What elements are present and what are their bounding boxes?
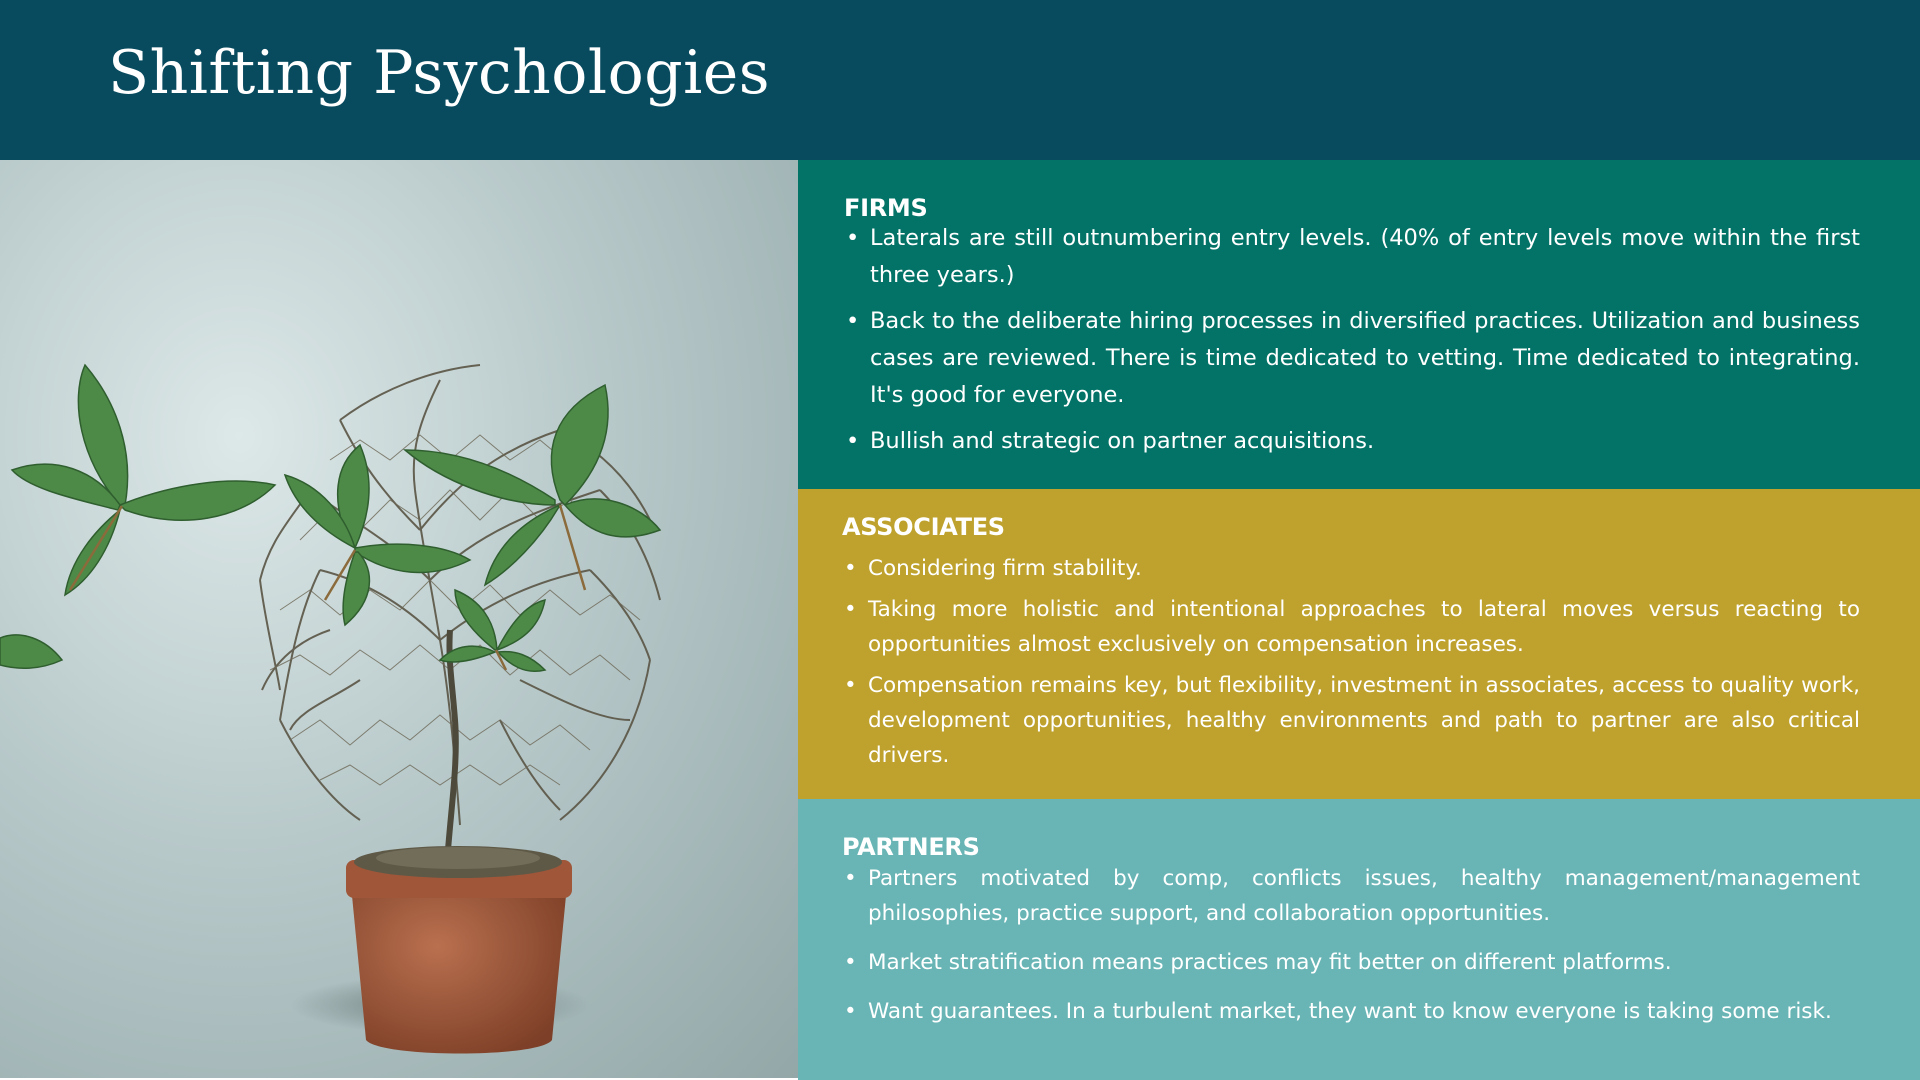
partners-bullet: • Want guarantees. In a turbulent market, they want to know everyone is taking some risk. bbox=[842, 994, 1860, 1029]
associates-bullet: • Compensation remains key, but flexibility, investment in associates, access to quality work, development opportunities, healthy environments and path to partner are also critical drivers. bbox=[842, 668, 1860, 773]
tree-head-butterflies-icon bbox=[0, 160, 798, 1078]
associates-bullet-list bbox=[842, 551, 1860, 779]
firms-bullet: • Bullish and strategic on partner acquisitions. bbox=[844, 423, 1860, 460]
tree-head-image bbox=[0, 160, 798, 1078]
associates-heading: ASSOCIATES bbox=[842, 513, 1005, 541]
partners-bullet-list bbox=[842, 861, 1860, 1043]
associates-section bbox=[798, 489, 1920, 799]
partners-bullet: • Market stratification means practices may fit better on different platforms. bbox=[842, 945, 1860, 980]
partners-section bbox=[798, 799, 1920, 1080]
title-bar bbox=[0, 0, 1920, 160]
slide-title: Shifting Psychologies bbox=[108, 38, 771, 108]
partners-heading: PARTNERS bbox=[842, 833, 980, 861]
firms-bullet: • Laterals are still outnumbering entry levels. (40% of entry levels move within the first three years.) bbox=[844, 220, 1860, 294]
associates-bullet: • Considering firm stability. bbox=[842, 551, 1860, 586]
associates-bullet: • Taking more holistic and intentional approaches to lateral moves versus reacting to opportunities almost exclusively on compensation increases. bbox=[842, 592, 1860, 662]
partners-bullet: • Partners motivated by comp, conflicts issues, healthy management/management philosophies, practice support, and collaboration opportunities. bbox=[842, 861, 1860, 931]
firms-bullet-list bbox=[844, 220, 1860, 469]
firms-bullet: • Back to the deliberate hiring processes in diversified practices. Utilization and business cases are reviewed. There is time dedicated to vetting. Time dedicated to integrating. It's good for everyone. bbox=[844, 303, 1860, 414]
firms-heading: FIRMS bbox=[844, 194, 928, 222]
firms-section bbox=[798, 160, 1920, 489]
